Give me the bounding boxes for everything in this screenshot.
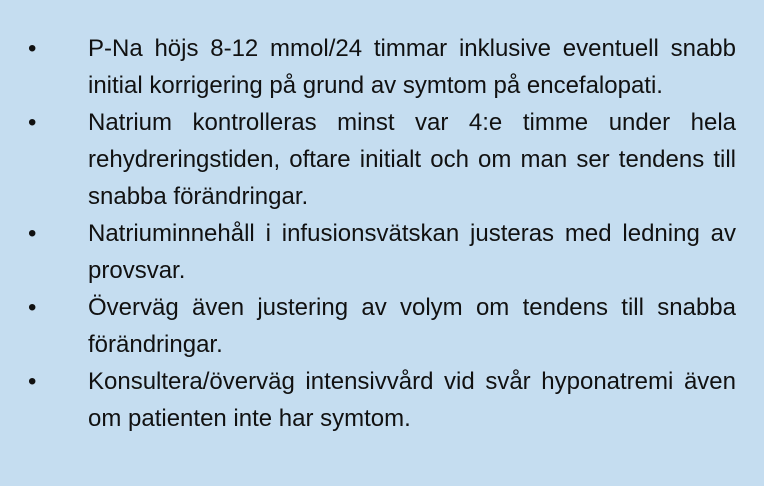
bullet-text: P-Na höjs 8-12 mmol/24 timmar inklusive eventuell snabb initial korrigering på grund av symtom på encefalopati. <box>88 35 736 99</box>
bullet-marker: • <box>28 294 37 321</box>
bullet-marker: • <box>28 109 37 136</box>
bullet-marker: • <box>28 35 37 62</box>
bullet-text: Natrium kontrolleras minst var 4:e timme under hela rehydreringstiden, oftare initialt och om man ser tendens till snabba förändringar. <box>88 109 736 210</box>
bullet-marker: • <box>28 220 37 247</box>
bullet-text: Konsultera/överväg intensivvård vid svår hyponatremi även om patienten inte har symtom. <box>88 368 736 432</box>
bullet-list <box>0 30 736 437</box>
bullet-marker: • <box>28 368 37 395</box>
list-item <box>0 215 736 289</box>
bullet-text: Överväg även justering av volym om tendens till snabba förändringar. <box>88 294 736 358</box>
bullet-text: Natriuminnehåll i infusionsvätskan justeras med ledning av provsvar. <box>88 220 736 284</box>
list-item <box>0 289 736 363</box>
list-item <box>0 104 736 215</box>
list-item <box>0 30 736 104</box>
list-item <box>0 363 736 437</box>
